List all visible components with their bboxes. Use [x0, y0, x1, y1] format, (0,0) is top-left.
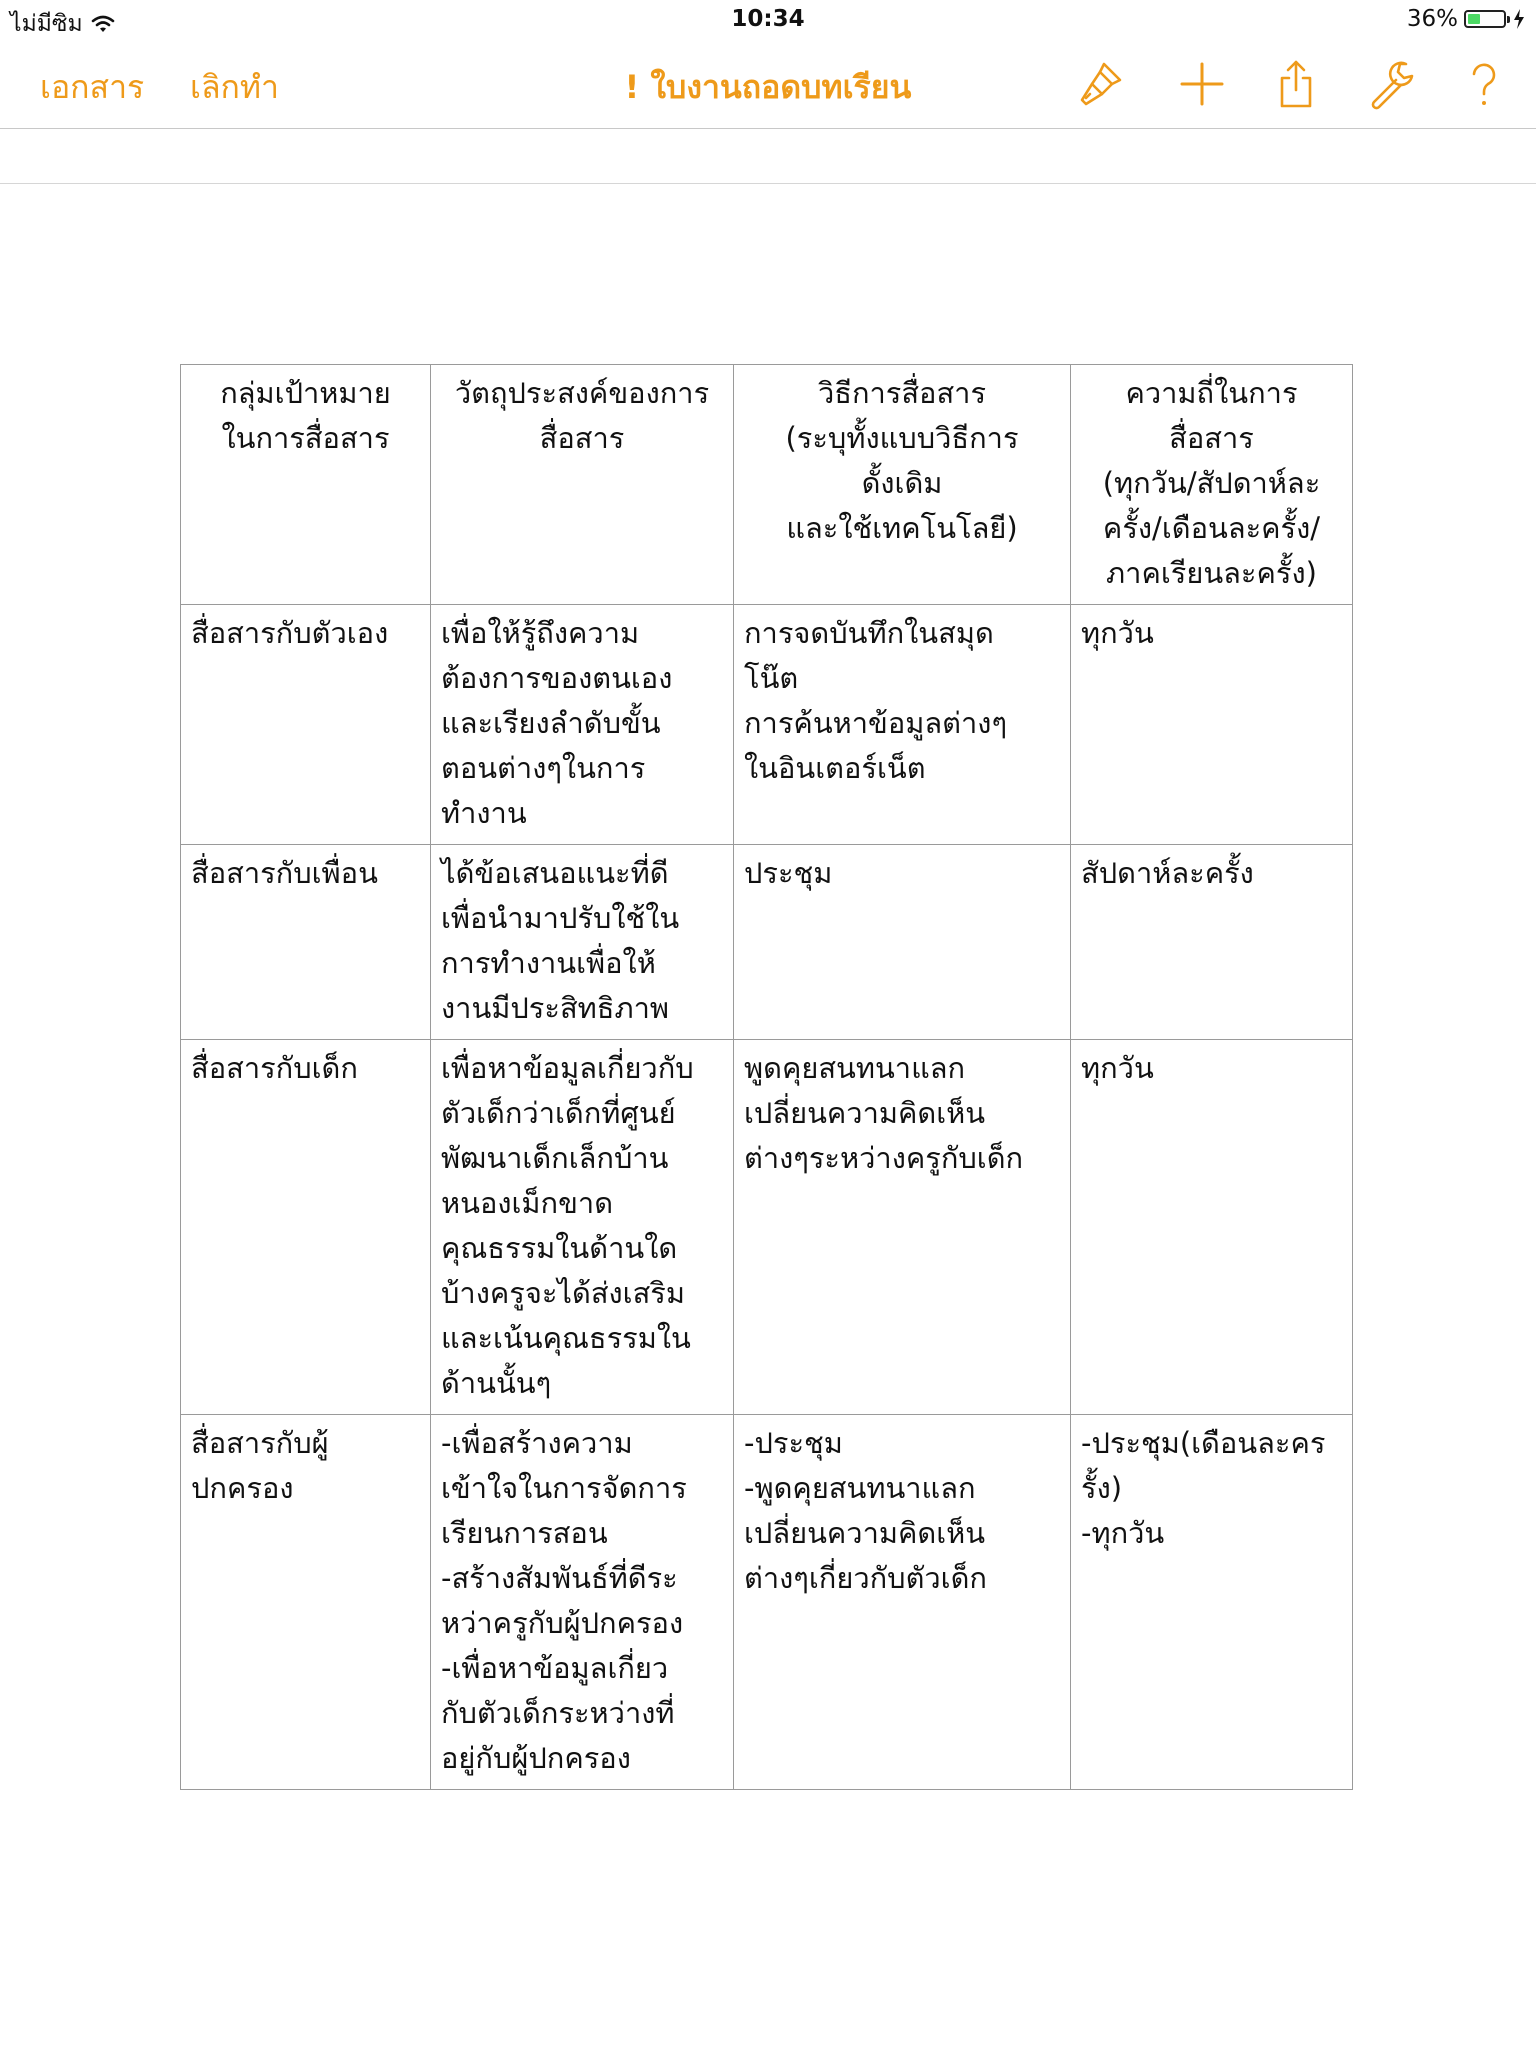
status-bar [0, 0, 1536, 40]
table-cell[interactable]: สื่อสารกับเด็ก [181, 1040, 431, 1415]
table-cell[interactable]: สัปดาห์ละครั้ง [1071, 845, 1353, 1040]
charging-bolt-icon [1512, 8, 1526, 30]
document-title[interactable]: ! ใบงานถอดบทเรียน [624, 68, 912, 106]
table-cell[interactable]: ทุกวัน [1071, 605, 1353, 845]
table-row [181, 1040, 1353, 1415]
table-row [181, 1415, 1353, 1790]
header-method[interactable]: วิธีการสื่อสาร (ระบุทั้งแบบวิธีการ ดั้งเดิม และใช้เทคโนโลยี) [734, 365, 1071, 605]
table-cell[interactable]: เพื่อให้รู้ถึงความ ต้องการของตนเอง และเรียงลำดับขั้น ตอนต่างๆในการ ทำงาน [431, 605, 734, 845]
table-cell[interactable]: สื่อสารกับเพื่อน [181, 845, 431, 1040]
clock: 10:34 [731, 6, 805, 32]
header-objective[interactable]: วัตถุประสงค์ของการ สื่อสาร [431, 365, 734, 605]
plus-icon[interactable] [1176, 58, 1228, 110]
battery-fill [1468, 14, 1480, 24]
table-cell[interactable]: ประชุม [734, 845, 1071, 1040]
wrench-icon[interactable] [1366, 58, 1418, 110]
table-cell[interactable]: ได้ข้อเสนอแนะที่ดี เพื่อนำมาปรับใช้ใน การทำงานเพื่อให้ งานมีประสิทธิภาพ [431, 845, 734, 1040]
battery-percent: 36% [1406, 6, 1458, 32]
table-cell[interactable]: สื่อสารกับผู้ ปกครอง [181, 1415, 431, 1790]
table-cell[interactable]: -ประชุม(เดือนละคร รั้ง) -ทุกวัน [1071, 1415, 1353, 1790]
battery-icon [1464, 10, 1506, 28]
table-row [181, 605, 1353, 845]
status-right [1407, 6, 1526, 32]
format-brush-icon[interactable] [1076, 58, 1128, 110]
table-header-row [181, 365, 1353, 605]
table-cell[interactable]: ทุกวัน [1071, 1040, 1353, 1415]
table-cell[interactable]: พูดคุยสนทนาแลก เปลี่ยนความคิดเห็น ต่างๆระหว่างครูกับเด็ก [734, 1040, 1071, 1415]
header-frequency[interactable]: ความถี่ในการ สื่อสาร (ทุกวัน/สัปดาห์ละ ครั้ง/เดือนละครั้ง/ ภาคเรียนละครั้ง) [1071, 365, 1353, 605]
document-table[interactable] [180, 364, 1353, 1790]
header-target-group[interactable]: กลุ่มเป้าหมาย ในการสื่อสาร [181, 365, 431, 605]
table-cell[interactable]: -เพื่อสร้างความ เข้าใจในการจัดการ เรียนการสอน -สร้างสัมพันธ์ที่ดีระ หว่าครูกับผู้ปกครอง -เพื่อหาข้อมูลเกี่ยว กับตัวเด็กระหว่างที่ อยู่กับผู้ปกครอง [431, 1415, 734, 1790]
carrier-label: ไม่มีซิม [10, 11, 83, 37]
documents-button[interactable]: เอกสาร [40, 68, 145, 106]
table-cell[interactable]: การจดบันทึกในสมุด โน๊ต การค้นหาข้อมูลต่างๆ ในอินเตอร์เน็ต [734, 605, 1071, 845]
undo-button[interactable]: เลิกทำ [190, 68, 279, 106]
table-cell[interactable]: -ประชุม -พูดคุยสนทนาแลก เปลี่ยนความคิดเห็น ต่างๆเกี่ยวกับตัวเด็ก [734, 1415, 1071, 1790]
table-cell[interactable]: เพื่อหาข้อมูลเกี่ยวกับ ตัวเด็กว่าเด็กที่ศูนย์ พัฒนาเด็กเล็กบ้าน หนองเม็กขาด คุณธรรมในด้านใด บ้างครูจะได้ส่งเสริม และเน้นคุณธรรมใน ด้านนั้นๆ [431, 1040, 734, 1415]
table-cell[interactable]: สื่อสารกับตัวเอง [181, 605, 431, 845]
document-ruler [0, 129, 1536, 184]
table-row [181, 845, 1353, 1040]
app-toolbar [0, 40, 1536, 129]
help-icon[interactable] [1458, 58, 1510, 110]
share-icon[interactable] [1270, 58, 1322, 110]
